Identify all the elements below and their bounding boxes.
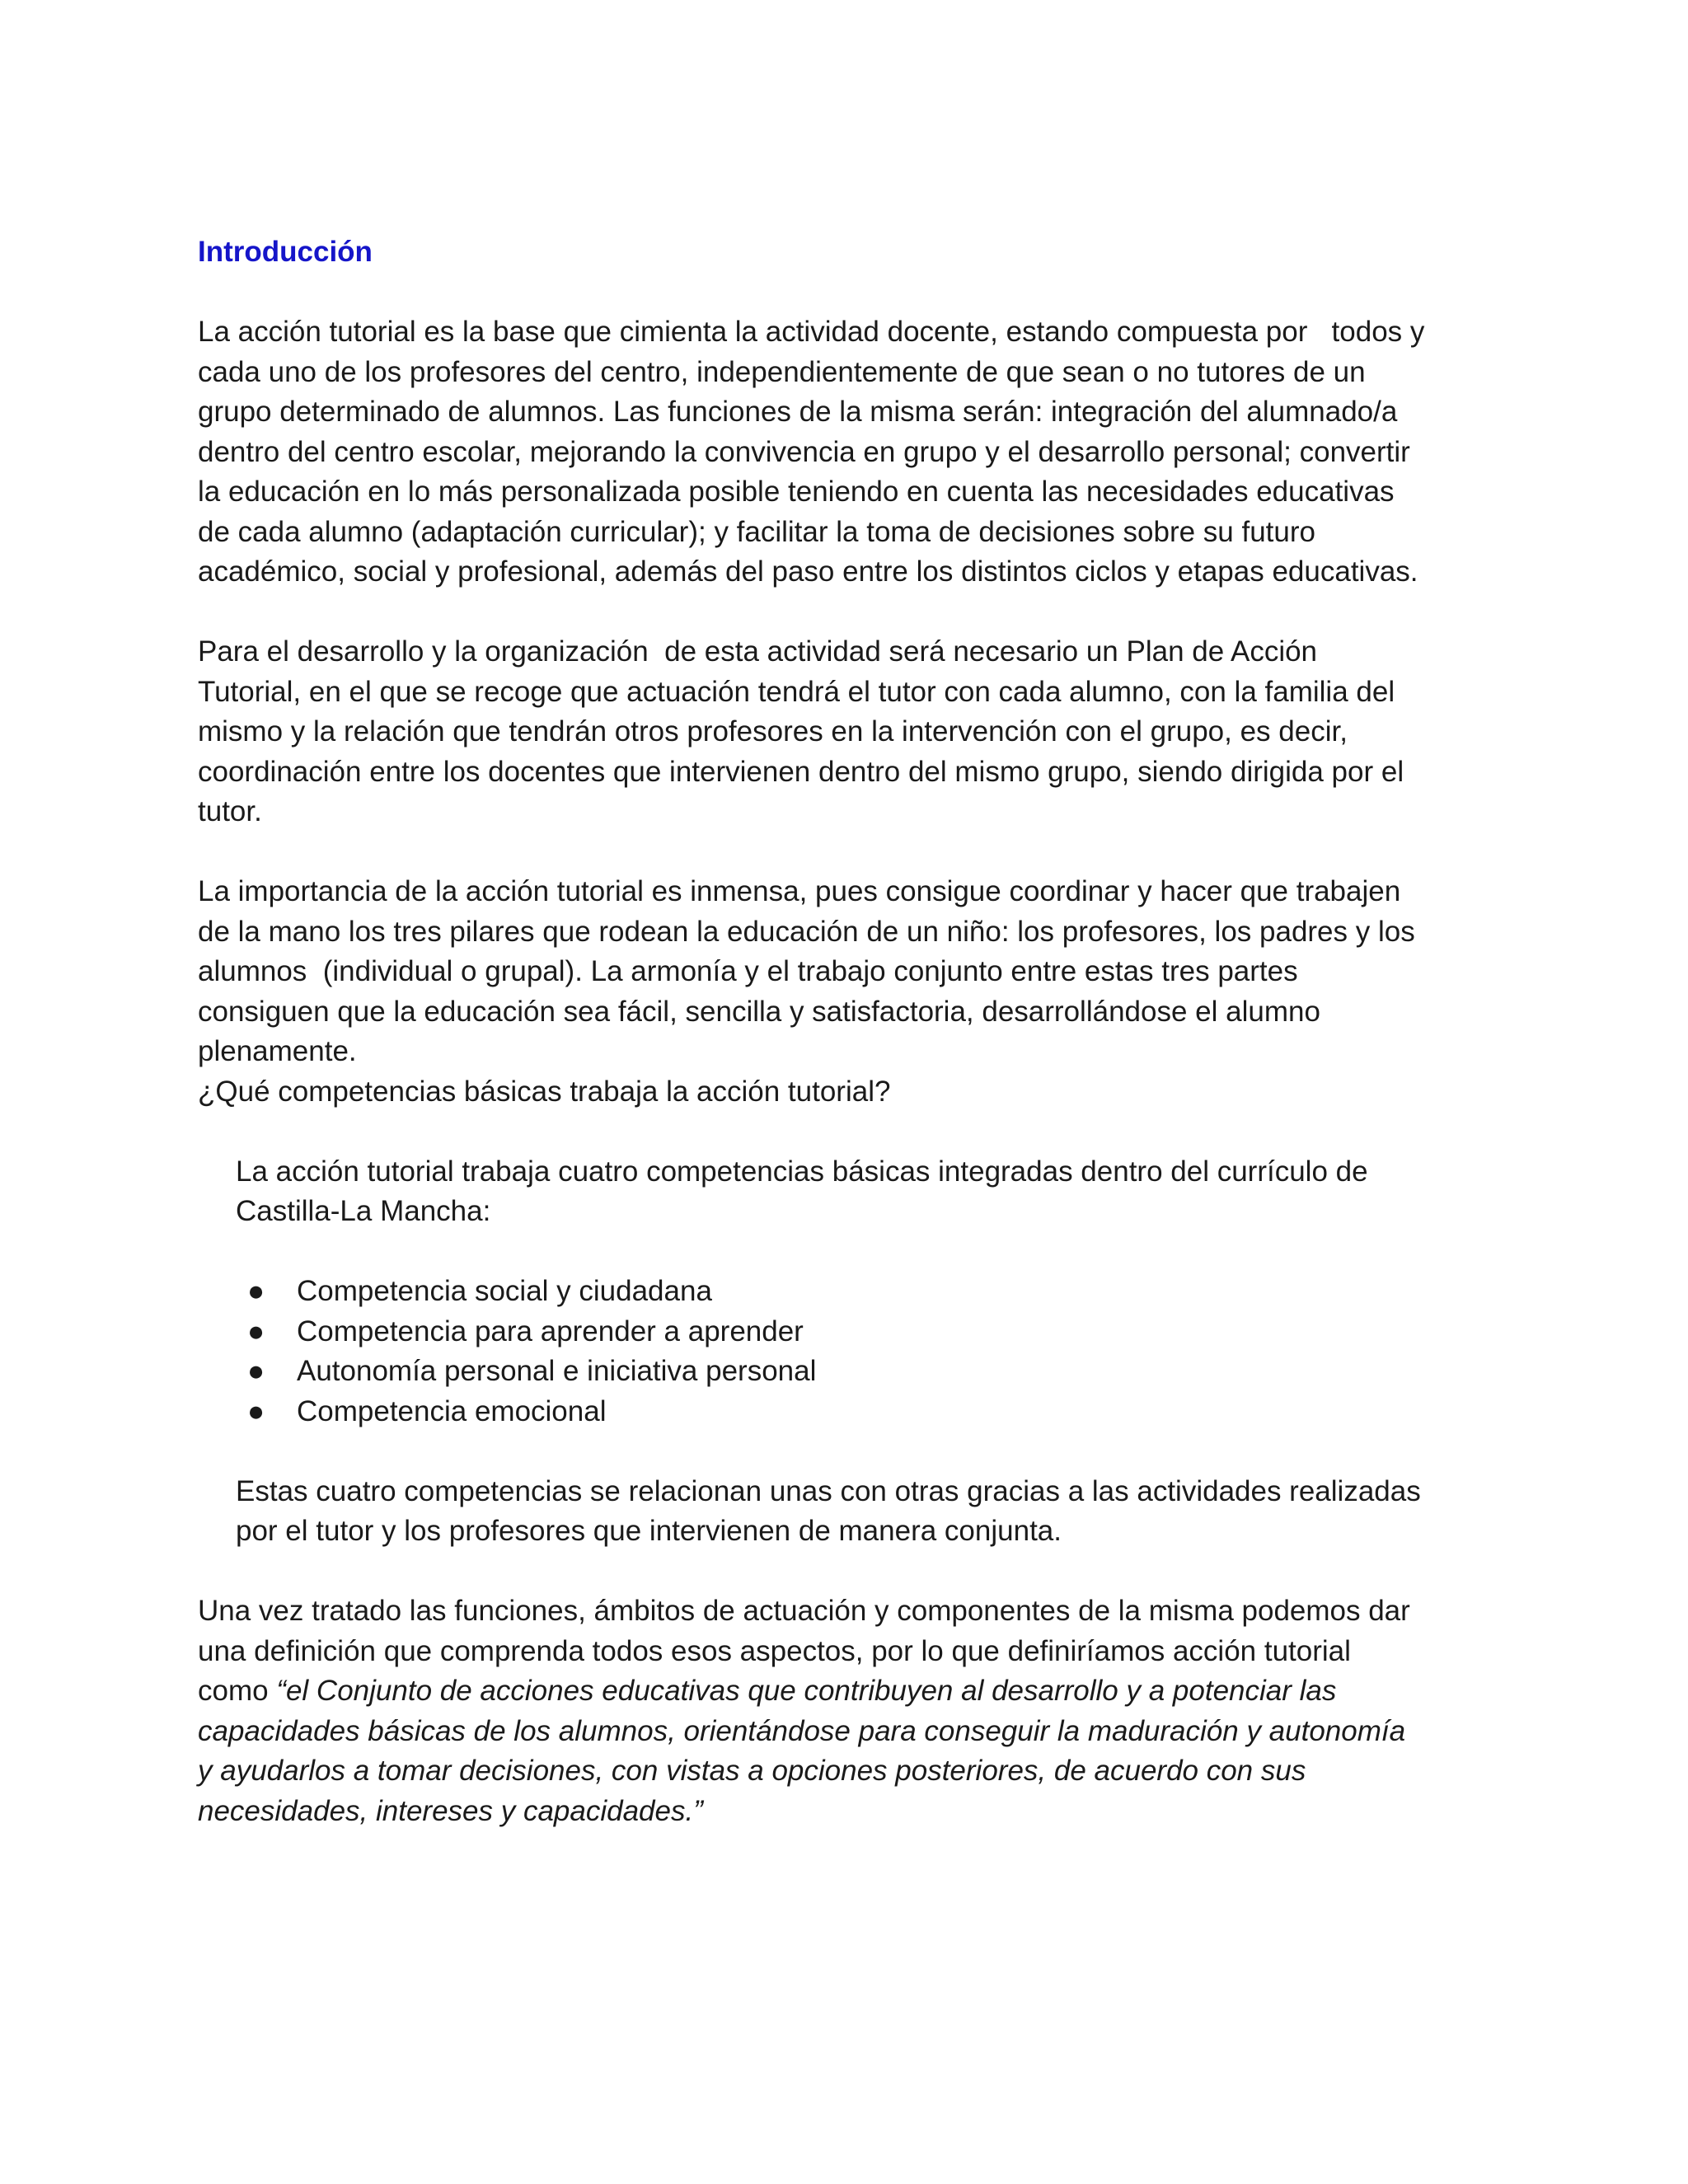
bullet-icon: ● xyxy=(247,1315,265,1347)
text-line: alumnos (individual o grupal). La armonía y el trabajo conjunto entre estas tres partes xyxy=(198,955,1298,987)
paragraph-importance xyxy=(198,872,1517,1072)
bullet-icon: ● xyxy=(247,1394,265,1427)
paragraph-plan xyxy=(198,632,1517,832)
text-line: tutor. xyxy=(198,795,262,827)
paragraph-competencies-intro xyxy=(236,1152,1517,1232)
competencies-question xyxy=(198,1072,1517,1113)
text-line: académico, social y profesional, además del paso entre los distintos ciclos y etapas educativas. xyxy=(198,555,1418,588)
list-item-text: Autonomía personal e iniciativa personal xyxy=(297,1355,817,1387)
text-line: de cada alumno (adaptación curricular); y facilitar la toma de decisiones sobre su futuro xyxy=(198,515,1315,548)
list-item xyxy=(236,1312,1517,1352)
paragraph-functions xyxy=(198,312,1517,593)
text-line: grupo determinado de alumnos. Las funciones de la misma serán: integración del alumnado/a xyxy=(198,396,1398,428)
text-line: La importancia de la acción tutorial es inmensa, pues consigue coordinar y hacer que trabajen xyxy=(198,875,1401,907)
list-item xyxy=(236,1272,1517,1312)
text-line: Tutorial, en el que se recoge que actuación tendrá el tutor con cada alumno, con la familia del xyxy=(198,675,1395,708)
text-line: mismo y la relación que tendrán otros profesores en la intervención con el grupo, es decir, xyxy=(198,715,1348,748)
paragraph-competencies-relation xyxy=(236,1472,1517,1552)
text-line: de la mano los tres pilares que rodean la educación de un niño: los profesores, los padres y los xyxy=(198,915,1415,948)
definition-quote: capacidades básicas de los alumnos, orientándose para conseguir la maduración y autonomía xyxy=(198,1714,1406,1747)
definition-quote: y ayudarlos a tomar decisiones, con vistas a opciones posteriores, de acuerdo con sus xyxy=(198,1755,1306,1787)
text-line xyxy=(198,1671,1517,1712)
bullet-icon: ● xyxy=(247,1275,265,1307)
question-text: ¿Qué competencias básicas trabaja la acción tutorial? xyxy=(198,1075,891,1108)
bullet-icon: ● xyxy=(247,1355,265,1387)
text-line: cada uno de los profesores del centro, independientemente de que sean o no tutores de un xyxy=(198,355,1366,388)
text-line: Estas cuatro competencias se relacionan unas con otras gracias a las actividades realizadas xyxy=(236,1474,1421,1507)
paragraph-definition xyxy=(198,1591,1517,1831)
definition-quote: necesidades, intereses y capacidades.” xyxy=(198,1794,703,1827)
text-line: una definición que comprenda todos esos aspectos, por lo que definiríamos acción tutorial xyxy=(198,1634,1351,1667)
document-body xyxy=(198,232,1517,1872)
text-line: La acción tutorial trabaja cuatro competencias básicas integradas dentro del currículo de xyxy=(236,1155,1368,1188)
text-line: Castilla-La Mancha: xyxy=(236,1195,491,1227)
text-line: consiguen que la educación sea fácil, sencilla y satisfactoria, desarrollándose el alumno xyxy=(198,995,1320,1028)
list-item xyxy=(236,1392,1517,1432)
section-heading: Introducción xyxy=(198,236,373,268)
text-line: coordinación entre los docentes que intervienen dentro del mismo grupo, siendo dirigida por el xyxy=(198,755,1404,788)
list-item-text: Competencia emocional xyxy=(297,1394,607,1427)
text-line: la educación en lo más personalizada posible teniendo en cuenta las necesidades educativas xyxy=(198,476,1395,508)
competencies-list xyxy=(236,1272,1517,1432)
text-line: plenamente. xyxy=(198,1035,357,1067)
text-line: por el tutor y los profesores que intervienen de manera conjunta. xyxy=(236,1515,1062,1547)
text-line: Para el desarrollo y la organización de esta actividad será necesario un Plan de Acción xyxy=(198,635,1318,668)
text-line: Una vez tratado las funciones, ámbitos de actuación y componentes de la misma podemos dar xyxy=(198,1595,1410,1627)
list-item xyxy=(236,1352,1517,1392)
list-item-text: Competencia social y ciudadana xyxy=(297,1275,712,1307)
list-item-text: Competencia para aprender a aprender xyxy=(297,1315,804,1347)
definition-quote: “el Conjunto de acciones educativas que contribuyen al desarrollo y a potenciar las xyxy=(276,1675,1337,1707)
definition-lead-in: como xyxy=(198,1675,277,1707)
text-line: La acción tutorial es la base que cimienta la actividad docente, estando compuesta por todos y xyxy=(198,316,1425,348)
text-line: dentro del centro escolar, mejorando la convivencia en grupo y el desarrollo personal; convertir xyxy=(198,435,1410,468)
